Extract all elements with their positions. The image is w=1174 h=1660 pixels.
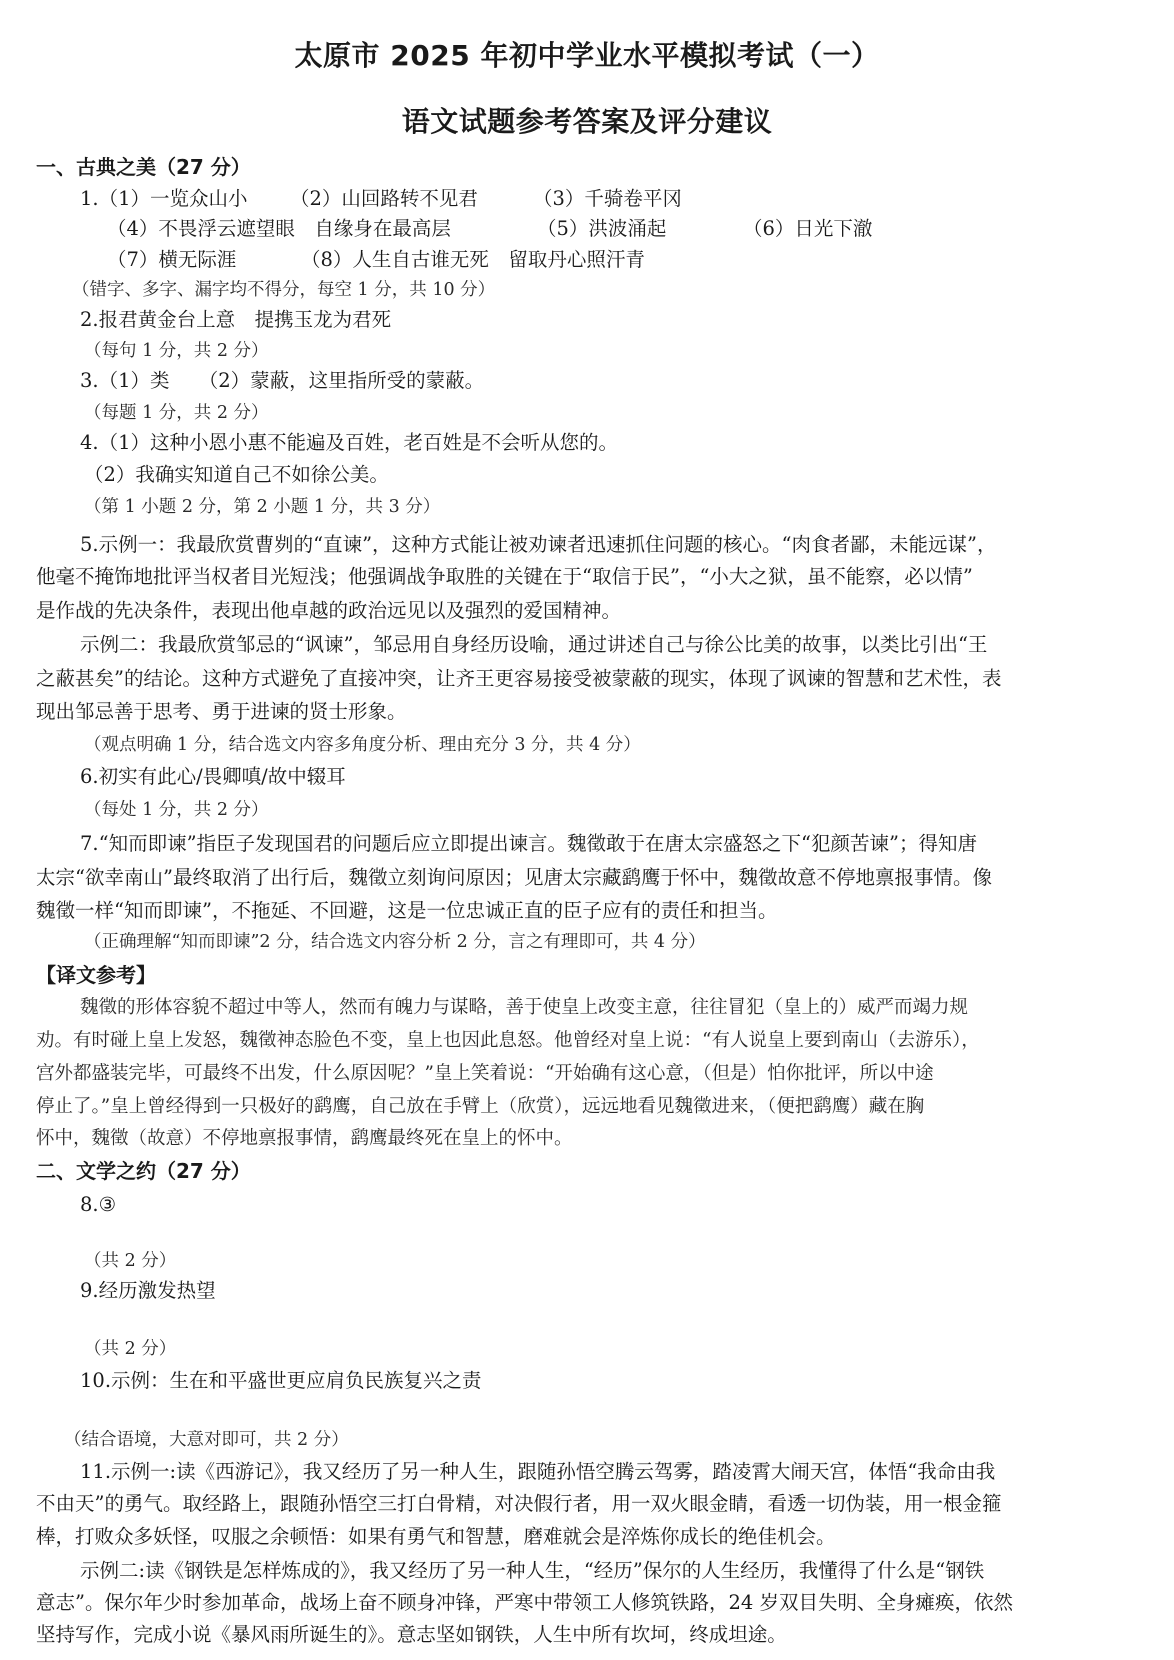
q5-paragraph-line: 示例二：我最欣赏邹忌的“讽谏”，邹忌用自身经历设喻，通过讲述自己与徐公比美的故事，以类比引出“王 [80,633,988,656]
q10-scoring-note: （结合语境，大意对即可，共 2 分） [64,1430,349,1450]
q2-scoring-note: （每句 1 分，共 2 分） [84,341,269,361]
q10-answer: 10.示例：生在和平盛世更应肩负民族复兴之责 [80,1369,482,1392]
q7-paragraph-line: 魏徵一样“知而即谏”，不拖延、不回避，这是一位忠诚正直的臣子应有的责任和担当。 [36,899,778,922]
q6-scoring-note: （每处 1 分，共 2 分） [84,800,269,820]
q11-paragraph-line: 11.示例一:读《西游记》，我又经历了另一种人生，跟随孙悟空腾云驾雾，踏凌霄大闹天宫，体悟“我命由我 [80,1460,996,1483]
q8-answer: 8.③ [80,1193,117,1216]
translation-line: 停止了。”皇上曾经得到一只极好的鹞鹰，自己放在手臂上（欣赏），远远地看见魏徵进来，（便把鹞鹰）藏在胸 [36,1096,925,1117]
page-title: 太原市 2025 年初中学业水平模拟考试（一） [294,39,880,72]
q1-answer-4: （4）不畏浮云遮望眼 自缘身在最高层 [107,217,451,240]
translation-heading: 【译文参考】 [36,963,156,987]
q1-scoring-note: （错字、多字、漏字均不得分，每空 1 分，共 10 分） [72,280,496,300]
q11-paragraph-line: 不由天”的勇气。取经路上，跟随孙悟空三打白骨精，对决假行者，用一双火眼金睛，看透一切伪装，用一根金箍 [36,1492,1002,1515]
translation-line: 魏徵的形体容貌不超过中等人，然而有魄力与谋略，善于使皇上改变主意，往往冒犯（皇上的）威严而竭力规 [80,997,969,1018]
q1-answer-8: （8）人生自古谁无死 留取丹心照汗青 [301,248,645,271]
q9-scoring-note: （共 2 分） [84,1339,177,1359]
q11-paragraph-line: 意志”。保尔年少时参加革命，战场上奋不顾身冲锋，严寒中带领工人修筑铁路，24 岁双目失明、全身瘫痪，依然 [36,1591,1013,1614]
q5-scoring-note: （观点明确 1 分，结合选文内容多角度分析、理由充分 3 分，共 4 分） [84,735,641,755]
translation-line: 怀中，魏徵（故意）不停地禀报事情，鹞鹰最终死在皇上的怀中。 [36,1128,573,1149]
section-heading-classical: 一、古典之美（27 分） [36,155,251,179]
section-heading-literature: 二、文学之约（27 分） [36,1159,251,1183]
q3-answer: 3.（1）类 （2）蒙蔽，这里指所受的蒙蔽。 [80,369,485,392]
q6-answer: 6.初实有此心/畏卿嗔/故中辍耳 [80,765,346,788]
q1-answer-3: （3）千骑卷平冈 [533,187,682,210]
q1-answer-2: （2）山回路转不见君 [290,187,478,210]
q11-paragraph-line: 坚持写作，完成小说《暴风雨所诞生的》。意志坚如钢铁，人生中所有坎坷，终成坦途。 [36,1623,787,1646]
q3-scoring-note: （每题 1 分，共 2 分） [84,403,269,423]
q5-paragraph-line: 5.示例一：我最欣赏曹刿的“直谏”，这种方式能让被劝谏者迅速抓住问题的核心。“肉食者鄙，未能远谋”， [80,533,997,556]
q8-scoring-note: （共 2 分） [84,1251,177,1271]
page-subtitle: 语文试题参考答案及评分建议 [401,105,773,138]
q5-paragraph-line: 现出邹忌善于思考、勇于进谏的贤士形象。 [36,700,407,723]
q7-paragraph-line: 太宗“欲幸南山”最终取消了出行后，魏徵立刻询问原因；见唐太宗藏鹞鹰于怀中，魏徵故意不停地禀报事情。像 [36,866,992,889]
q4-scoring-note: （第 1 小题 2 分，第 2 小题 1 分，共 3 分） [84,497,441,517]
translation-line: 宫外都盛装完毕，可最终不出发，什么原因呢？”皇上笑着说：“开始确有这心意，（但是）怕你批评，所以中途 [36,1063,934,1084]
q1-answer-6: （6）日光下澈 [743,217,873,240]
q4-answer-2: （2）我确实知道自己不如徐公美。 [84,463,389,486]
q11-paragraph-line: 棒，打败众多妖怪，叹服之余顿悟：如果有勇气和智慧，磨难就会是淬炼你成长的绝佳机会。 [36,1525,836,1548]
q5-paragraph-line: 之蔽甚矣”的结论。这种方式避免了直接冲突，让齐王更容易接受被蒙蔽的现实，体现了讽谏的智慧和艺术性，表 [36,667,1002,690]
translation-line: 劝。有时碰上皇上发怒，魏徵神态脸色不变，皇上也因此息怒。他曾经对皇上说：“有人说皇上要到南山（去游乐）， [36,1030,980,1051]
q11-paragraph-line: 示例二:读《钢铁是怎样炼成的》，我又经历了另一种人生，“经历”保尔的人生经历，我懂得了什么是“钢铁 [80,1559,985,1582]
q4-answer-1: 4.（1）这种小恩小惠不能遍及百姓，老百姓是不会听从您的。 [80,431,619,454]
q1-answer-7: （7）横无际涯 [107,248,237,271]
q9-answer: 9.经历激发热望 [80,1279,216,1302]
q5-paragraph-line: 是作战的先决条件，表现出他卓越的政治远见以及强烈的爱国精神。 [36,599,622,622]
q1-answer-5: （5）洪波涌起 [537,217,667,240]
q1-answer-1: 1.（1）一览众山小 [80,187,248,210]
q7-scoring-note: （正确理解“知而即谏”2 分，结合选文内容分析 2 分，言之有理即可，共 4 分） [84,932,706,952]
q7-paragraph-line: 7.“知而即谏”指臣子发现国君的问题后应立即提出谏言。魏徵敢于在唐太宗盛怒之下“犯颜苦谏”；得知唐 [80,832,977,855]
q5-paragraph-line: 他毫不掩饰地批评当权者目光短浅；他强调战争取胜的关键在于“取信于民”，“小大之狱，虽不能察，必以情” [36,565,973,588]
q2-answer: 2.报君黄金台上意 提携玉龙为君死 [80,308,392,331]
